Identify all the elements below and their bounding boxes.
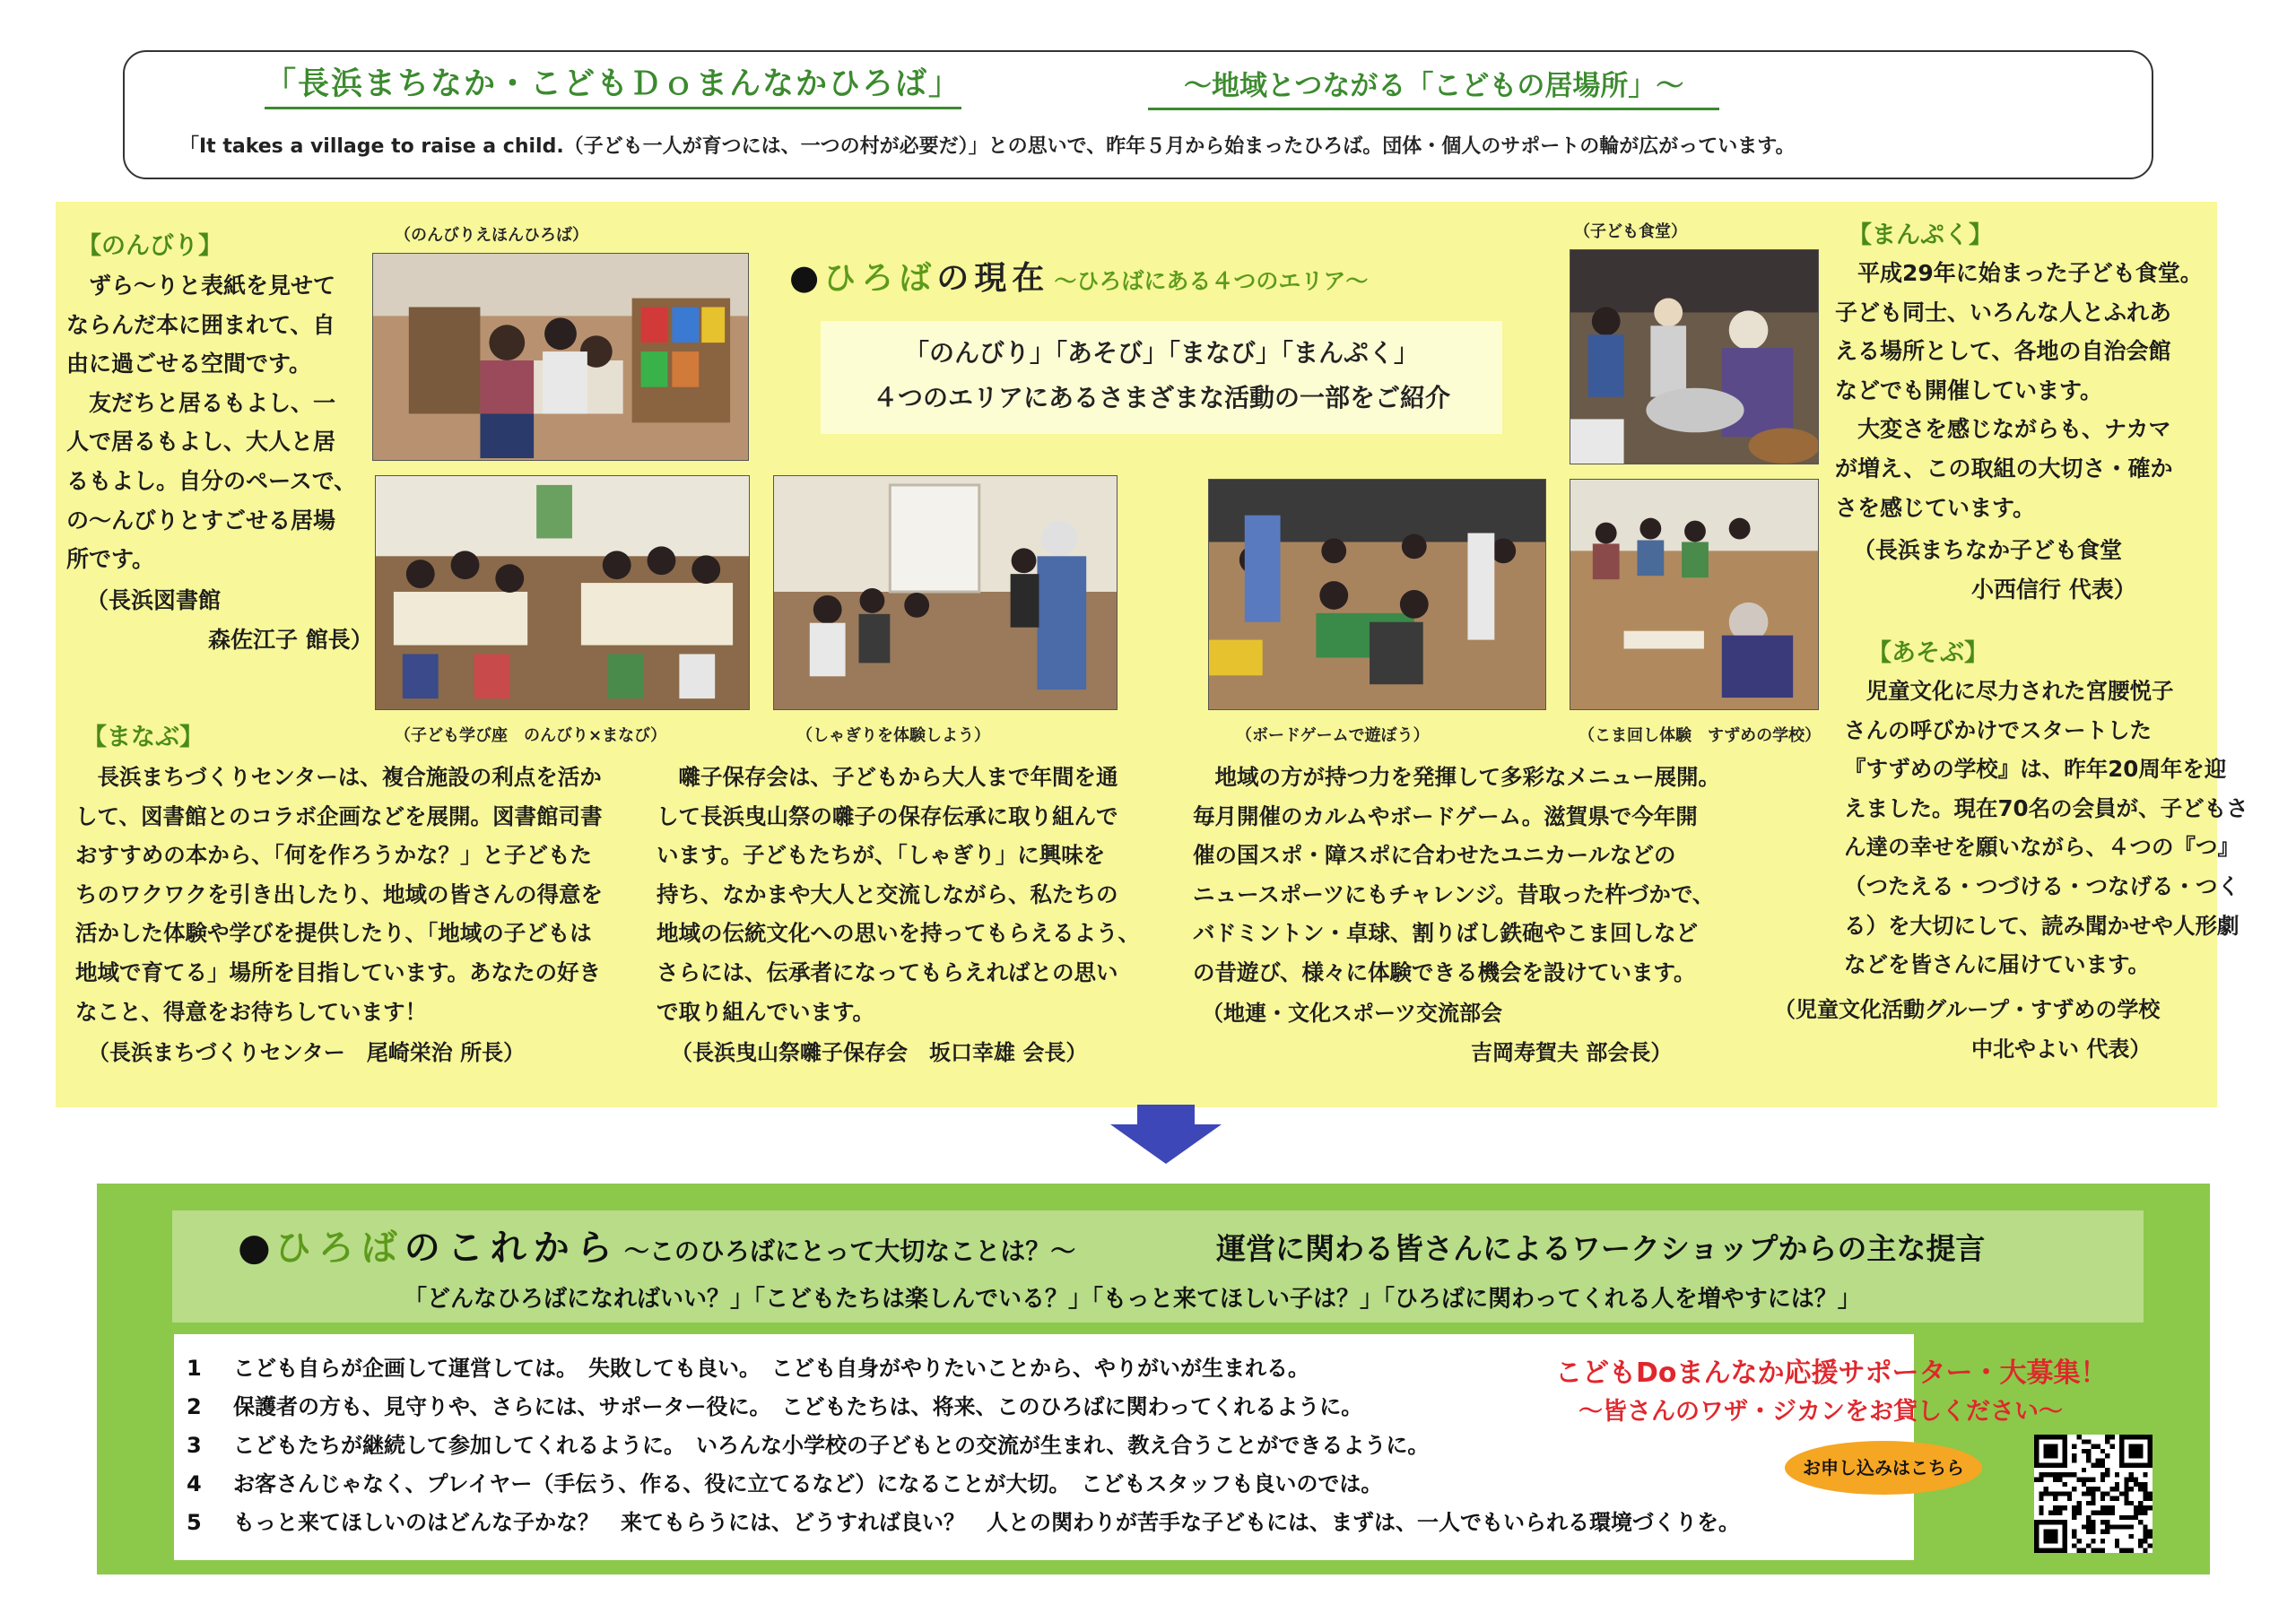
bullet-dot-icon: ● (789, 257, 820, 297)
nonbiri-line: 由に過ごせる空間です。 (66, 351, 312, 377)
photo-caption-manabiza: （子ども学び座 のんびり×まなび） (395, 726, 667, 745)
photo-caption-board-game: （ボードゲームで遊ぼう） (1236, 726, 1430, 745)
down-arrow-icon (1110, 1105, 1222, 1164)
manpuku-line: さを感じています。 (1835, 494, 2036, 521)
manpuku-line: などでも開催しています。 (1835, 377, 2103, 403)
sports-line: 地域の方が持つ力を発揮して多彩なメニュー展開。 (1193, 764, 1720, 790)
asobu-line: えました。現在70名の会員が、子どもさ (1844, 794, 2248, 821)
nonbiri-heading: 【のんびり】 (77, 232, 222, 260)
asobu-line: などを皆さんに届けています。 (1844, 951, 2151, 978)
asobu-line: （つたえる・つづける・つなげる・つく (1844, 872, 2239, 899)
sports-sign-org: （地連・文化スポーツ交流部会 (1202, 1001, 1503, 1026)
manpuku-sign-org: （長浜まちなか子ども食堂 (1853, 537, 2123, 563)
manpuku-line: 平成29年に始まった子ども食堂。 (1835, 260, 2203, 286)
manabu-line: 長浜まちづくりセンターは、複合施設の利点を活か (75, 764, 602, 790)
future-workshop-title: 運営に関わる皆さんによるワークショップからの主な提言 (1216, 1231, 1986, 1266)
areas-box (821, 321, 1502, 434)
bullet-dot-icon: ● (238, 1225, 271, 1269)
asobu-heading: 【あそぶ】 (1867, 639, 1988, 667)
qr-code-icon[interactable] (2034, 1435, 2152, 1553)
photo-koma-mawashi (1570, 479, 1819, 710)
hayashi-line: 囃子保存会は、子どもから大人まで年間を通 (657, 764, 1118, 790)
manabu-line: 活かした体験や学びを提供したり、「地域の子どもは (75, 920, 592, 947)
hayashi-sign: （長浜曳山祭囃子保存会 坂口幸雄 会長） (671, 1040, 1088, 1065)
asobu-line: ん達の幸せを願いながら、４つの『つ』 (1844, 834, 2239, 861)
photo-board-game (1208, 479, 1546, 710)
manpuku-line: 子ども同士、いろんな人とふれあ (1835, 299, 2172, 325)
sports-line: 催の国スポ・障スポに合わせたユニカールなどの (1193, 842, 1676, 869)
proposal-text: もっと来てほしいのはどんな子かな？ 来てもらうには、どうすれば良い？ 人との関わりが苦手な子どもには、まずは、一人でもいられる環境づくりを。 (233, 1510, 1740, 1535)
manabu-line: 地域で育てる」場所を目指しています。あなたの好き (75, 958, 602, 985)
manpuku-sign-name: 小西信行 代表） (1971, 577, 2136, 603)
asobu-sign-name: 中北やよい 代表） (1971, 1037, 2152, 1062)
sports-line: の昔遊び、様々に体験できる機会を設けています。 (1193, 958, 1696, 985)
manabu-heading: 【まなぶ】 (83, 724, 204, 751)
asobu-sign-org: （児童文化活動グループ・すずめの学校 (1774, 997, 2161, 1022)
manabu-text (75, 758, 649, 1031)
hayashi-line: さらには、伝承者になってもらえればとの思い (657, 958, 1118, 985)
hayashi-text (657, 758, 1195, 1031)
sports-line: バドミントン・卓球、割りばし鉄砲やこま回しなど (1193, 920, 1699, 947)
manabu-line: おすすめの本から、「何を作ろうかな？」と子どもた (75, 842, 592, 869)
future-title: ● ひろばのこれから ～このひろばにとって大切なことは？～ (238, 1225, 1076, 1269)
proposal-item (187, 1427, 1429, 1459)
nonbiri-sign-org: （長浜図書館 (86, 587, 222, 613)
future-questions: 「どんなひろばになればいい？」「こどもたちは楽しんでいる？」「もっと来てほしい子は？」「ひろばに関わってくれる人を増やすには？」 (404, 1286, 1861, 1313)
manabu-line: して、図書館とのコラボ企画などを展開。図書館司書 (75, 802, 603, 829)
hayashi-line: して長浜曳山祭の囃子の保存伝承に取り組んで (657, 802, 1118, 829)
nonbiri-line: 人で居るもよし、大人と居 (66, 429, 336, 455)
photo-caption-shokudo: （子ども食堂） (1574, 222, 1687, 241)
sports-line: ニュースポーツにもチャレンジ。昔取った杵づかで、 (1193, 880, 1715, 907)
nonbiri-line: るもよし。自分のペースで、 (66, 467, 357, 494)
areas-line: 「のんびり」「あそび」「まなび」「まんぷく」 (903, 338, 1419, 368)
asobu-line: 『すずめの学校』は、昨年20周年を迎 (1844, 756, 2227, 783)
proposal-item (187, 1389, 1362, 1420)
proposal-item (187, 1505, 1740, 1536)
nonbiri-line: ならんだ本に囲まれて、自 (66, 311, 335, 338)
nonbiri-line: ずら～りと表紙を見せて (66, 273, 336, 299)
manabu-line: ちのワクワクを引き出したり、地域の皆さんの得意を (75, 880, 603, 907)
manabu-sign: （長浜まちづくりセンター 尾崎栄治 所長） (88, 1040, 526, 1065)
proposal-text: こども自らが企画して運営しては。 失敗しても良い。 こども自身がやりたいことから、やりがいが生まれる。 (233, 1356, 1309, 1381)
manpuku-heading: 【まんぷく】 (1848, 221, 1993, 249)
header-subtitle: ～地域とつながる「こどもの居場所」～ (1148, 63, 1719, 110)
recruit-subline: ～皆さんのワザ・ジカンをお貸しください～ (1578, 1398, 2063, 1426)
photo-caption-ehon: （のんびりえほんひろば） (395, 226, 588, 245)
asobu-text (1844, 672, 2248, 984)
sports-text (1193, 758, 1767, 993)
proposal-text: 保護者の方も、見守りや、さらには、サポーター役に。 こどもたちは、将来、このひろばに関わってくれるように。 (233, 1394, 1363, 1419)
apply-bubble: お申し込みはこちら (1785, 1441, 1982, 1495)
proposal-number: 2 (187, 1394, 202, 1419)
hayashi-line: で取り組んでいます。 (657, 998, 875, 1025)
proposal-number: 1 (187, 1356, 202, 1381)
manpuku-line: が増え、この取組の大切さ・確か (1835, 455, 2173, 481)
recruit-headline: こどもDoまんなか応援サポーター・大募集！ (1555, 1357, 2108, 1389)
header-intro: 「It takes a village to raise a child.（子ども一人が育つには、一つの村が必要だ）」との思いで、昨年５月から始まったひろば。団体・個人のサポートの輪が広がっています。 (179, 135, 1796, 158)
proposal-text: こどもたちが継続して参加してくれるように。 いろんな小学校の子どもとの交流が生まれ、教え合うことができるように。 (233, 1433, 1430, 1458)
manabu-line: なこと、得意をお待ちしています！ (75, 998, 427, 1025)
sports-sign-name: 吉岡寿賀夫 部会長） (1471, 1040, 1673, 1065)
proposal-number: 4 (187, 1471, 202, 1496)
header-title: 「長浜まちなか・こどもＤｏまんなかひろば」 (265, 59, 961, 109)
nonbiri-line: の～んびりとすごせる居場 (66, 507, 336, 533)
photo-kodomo-shokudo (1570, 249, 1819, 464)
nonbiri-sign-name: 森佐江子 館長） (208, 627, 373, 653)
photo-manabiza (375, 475, 750, 710)
hayashi-line: 地域の伝統文化への思いを持ってもらえるよう、 (657, 920, 1140, 947)
manpuku-text (1835, 254, 2212, 527)
sports-line: 毎月開催のカルムやボードゲーム。滋賀県で今年開 (1193, 802, 1698, 829)
proposal-text: お客さんじゃなく、プレイヤー（手伝う、作る、役に立てるなど）になることが大切。 こどもスタッフも良いのでは。 (233, 1471, 1383, 1496)
photo-caption-shagiri: （しゃぎりを体験しよう） (796, 726, 990, 745)
asobu-line: さんの呼びかけでスタートした (1844, 716, 2152, 743)
photo-shagiri (773, 475, 1118, 710)
areas-desc: ４つのエリアにあるさまざまな活動の一部をご紹介 (872, 383, 1450, 412)
current-title: ● ひろばの現在 ～ひろばにある４つのエリア～ (789, 257, 1369, 297)
asobu-line: る）を大切にして、読み聞かせや人形劇 (1844, 912, 2239, 939)
proposal-item (187, 1466, 1382, 1497)
asobu-line: 児童文化に尽力された宮腰悦子 (1844, 678, 2174, 704)
nonbiri-text (66, 266, 371, 579)
manpuku-line: 大変さを感じながらも、ナカマ (1835, 416, 2171, 443)
hayashi-line: います。子どもたちが、「しゃぎり」に興味を (657, 842, 1106, 869)
proposal-item (187, 1350, 1309, 1382)
photo-caption-koma: （こま回し体験 すずめの学校） (1578, 726, 1822, 745)
manpuku-line: える場所として、各地の自治会館 (1835, 338, 2171, 365)
proposal-number: 5 (187, 1510, 202, 1535)
photo-ehon-hiroba (372, 253, 749, 461)
nonbiri-line: 友だちと居るもよし、一 (66, 389, 336, 416)
nonbiri-line: 所です。 (66, 546, 155, 573)
proposal-number: 3 (187, 1433, 202, 1458)
hayashi-line: 持ち、なかまや大人と交流しながら、私たちの (657, 880, 1118, 907)
